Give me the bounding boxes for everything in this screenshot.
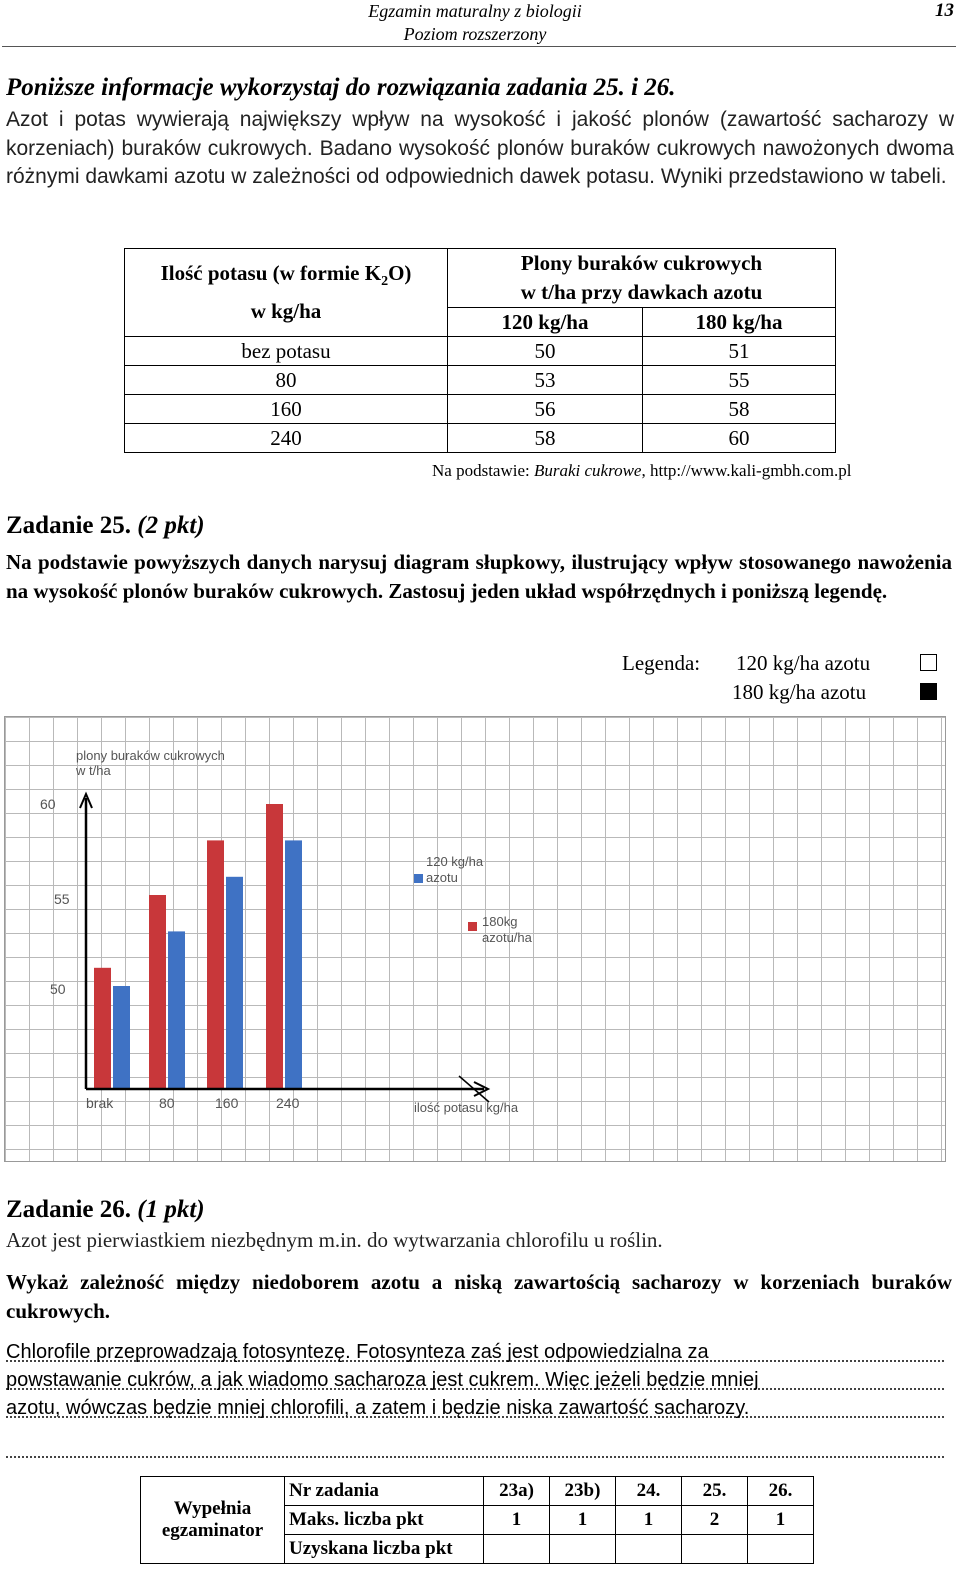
dose-120-header: 120 kg/ha (448, 308, 643, 337)
legend (622, 649, 942, 707)
chart-legend-swatch-180 (468, 922, 477, 931)
intro-text: Azot i potas wywierają największy wpływ na wysokość i jakość plonów (zawartość sacharozy w korzeniach) buraków cukrowych. Badano wysokość plonów buraków cukrowych nawożonych dwoma różnymi dawkami azotu w zależności od odpowiednich dawek potasu. Wyniki przedstawiono w tabeli. (6, 108, 954, 188)
x-tick-label: 160 (215, 1095, 239, 1111)
score-input-cell[interactable] (616, 1535, 682, 1564)
yield-group-header: Plony buraków cukrowych w t/ha przy dawkach azotu (448, 249, 836, 308)
score-max-points: 2 (682, 1506, 748, 1535)
exam-title: Egzamin maturalny z biologii (368, 1, 582, 21)
score-task-number: 25. (682, 1477, 748, 1506)
table-row: 240 58 60 (125, 424, 836, 453)
table-source: Na podstawie: Buraki cukrowe, http://www.kali-gmbh.com.pl (432, 461, 852, 480)
bar-240-180 (266, 804, 283, 1089)
bar-160-120 (226, 877, 243, 1089)
score-input-cell[interactable] (484, 1535, 550, 1564)
bar-240-120 (285, 840, 302, 1089)
page-number: 13 (935, 0, 954, 21)
col-potassium-header: Ilość potasu (w formie $K_2O$) w kg/ha (125, 249, 448, 337)
score-max-points: 1 (616, 1506, 682, 1535)
table-row: bez potasu 50 51 (125, 337, 836, 366)
score-table (140, 1476, 814, 1564)
y-tick-label: 55 (54, 891, 70, 907)
student-bar-chart (4, 716, 946, 1162)
score-input-cell[interactable] (682, 1535, 748, 1564)
legend-empty-box-icon (920, 654, 937, 671)
chart-xlabel: ilość potasu kg/ha (414, 1100, 519, 1115)
examiner-cell: Wypełnia egzaminator (141, 1477, 285, 1564)
bar-brak-180 (94, 968, 111, 1089)
score-row-label: Nr zadania (285, 1477, 484, 1506)
score-task-number: 23a) (484, 1477, 550, 1506)
exam-level: Poziom rozszerzony (403, 24, 547, 44)
y-tick-label: 50 (50, 981, 66, 997)
chart-legend-120-line2: azotu (426, 870, 458, 885)
yield-table (124, 248, 836, 453)
chart-ylabel-line2: w t/ha (76, 763, 111, 778)
task25-title: Zadanie 25. (2 pkt) (6, 512, 205, 539)
chart-legend-180-line1: 180kg (482, 914, 518, 929)
task26-text1: Azot jest pierwiastkiem niezbędnym m.in. do wytwarzania chlorofilu u roślin. (6, 1228, 663, 1252)
score-input-cell[interactable] (748, 1535, 814, 1564)
x-tick-label: 240 (276, 1095, 300, 1111)
score-task-number: 23b) (550, 1477, 616, 1506)
score-task-number: 24. (616, 1477, 682, 1506)
legend-filled-box-icon (920, 683, 937, 700)
task26-title: Zadanie 26. (1 pkt) (6, 1196, 205, 1223)
table-row: 160 56 58 (125, 395, 836, 424)
bar-80-180 (149, 895, 166, 1089)
y-tick-label: 60 (40, 796, 56, 812)
bar-80-120 (168, 931, 185, 1089)
legend-item-180: 180 kg/ha azotu (732, 680, 867, 704)
answer-dotted-line (6, 1456, 944, 1458)
score-max-points: 1 (748, 1506, 814, 1535)
table-row: 80 53 55 (125, 366, 836, 395)
score-input-cell[interactable] (550, 1535, 616, 1564)
task25-text: Na podstawie powyższych danych narysuj diagram słupkowy, ilustrujący wpływ stosowanego nawożenia na wysokość plonów buraków cukrowych. Zastosuj jeden układ współrzędnych i poniższą legendę. (6, 550, 952, 603)
score-max-points: 1 (484, 1506, 550, 1535)
score-row-label: Uzyskana liczba pkt (285, 1535, 484, 1564)
page-header (300, 0, 650, 46)
x-tick-label: 80 (159, 1095, 175, 1111)
legend-item-120: 120 kg/ha azotu (736, 651, 871, 675)
chart-legend-180-line2: azotu/ha (482, 930, 532, 945)
chart-ylabel-line1: plony buraków cukrowych (76, 748, 225, 763)
score-max-points: 1 (550, 1506, 616, 1535)
legend-label: Legenda: (622, 651, 701, 675)
chart-legend-120-line1: 120 kg/ha (426, 854, 484, 869)
header-divider (2, 46, 956, 47)
intro-title: Poniższe informacje wykorzystaj do rozwiązania zadania 25. i 26. (6, 74, 676, 101)
x-tick-label: brak (86, 1095, 114, 1111)
score-row-label: Maks. liczba pkt (285, 1506, 484, 1535)
chart-legend-swatch-120 (414, 874, 423, 883)
student-answer: Chlorofile przeprowadzają fotosyntezę. Fotosynteza zaś jest odpowiedzialna za powstawanie cukrów, a jak wiadomo sacharoza jest cukrem. Więc jeżeli będzie mniej azotu, wówczas będzie mniej chlorofili, a zatem i będzie niska zawartość sacharozy. (6, 1341, 759, 1419)
task26-text2: Wykaż zależność między niedoborem azotu a niską zawartością sacharozy w korzeniach buraków cukrowych. (6, 1270, 952, 1323)
bar-160-180 (207, 840, 224, 1089)
dose-180-header: 180 kg/ha (643, 308, 836, 337)
score-task-number: 26. (748, 1477, 814, 1506)
bar-brak-120 (113, 986, 130, 1089)
